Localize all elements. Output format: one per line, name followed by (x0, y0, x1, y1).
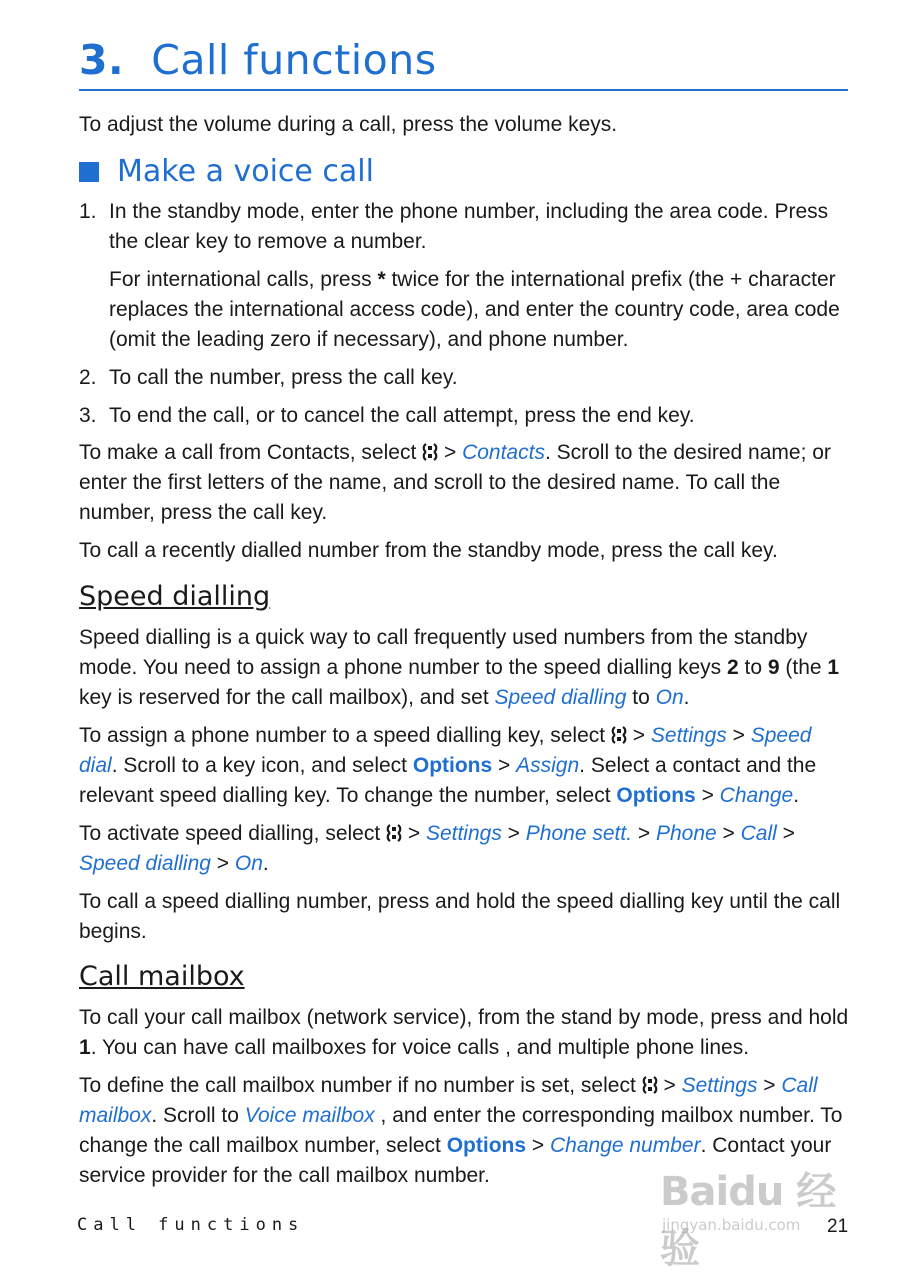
step-number: 1. (79, 200, 97, 223)
text-run: . Select a contact and the relevant speed dialling key. To change the number, select (79, 754, 817, 807)
link-settings[interactable]: Settings (650, 724, 727, 747)
chapter-number: 3. (79, 36, 125, 84)
step-text: To call the number, press the call key. (109, 366, 458, 389)
text-run: . (683, 686, 690, 709)
link-change-number[interactable]: Change number (549, 1134, 701, 1157)
separator: > (626, 724, 651, 747)
page-number: 21 (827, 1216, 849, 1237)
call-mailbox-title: Call mailbox (79, 961, 245, 992)
text-run: . You can have call mailboxes for voice calls , and multiple phone lines. (90, 1036, 750, 1059)
text-run: , and enter the corresponding mailbox number. To change the call mailbox number, select (79, 1104, 843, 1157)
chapter-title-text: Call functions (151, 36, 437, 84)
steps-list (79, 197, 849, 431)
options-label: Options (616, 784, 696, 807)
step-number: 3. (79, 404, 97, 427)
link-contacts[interactable]: Contacts (462, 441, 545, 464)
link-speed-dial[interactable]: Speed dial (79, 724, 812, 777)
separator: > (657, 1074, 682, 1097)
text-run: key is reserved for the call mailbox), and set (79, 686, 495, 709)
link-settings[interactable]: Settings (681, 1074, 758, 1097)
link-change[interactable]: Change (719, 784, 794, 807)
menu-key-icon (611, 725, 627, 745)
separator: > (210, 852, 235, 875)
key-2: 2 (726, 656, 739, 679)
link-voice-mailbox[interactable]: Voice mailbox (244, 1104, 381, 1127)
text-run: To call your call mailbox (network service), from the stand by mode, press and hold (79, 1006, 849, 1029)
section-title-text: Make a voice call (117, 154, 374, 189)
separator: > (526, 1134, 550, 1157)
menu-key-icon (422, 442, 438, 462)
link-call-mailbox[interactable]: Call mailbox (79, 1074, 818, 1127)
link-assign[interactable]: Assign (516, 754, 580, 777)
separator: > (776, 822, 795, 845)
text-run: to (738, 656, 768, 679)
mailbox-paragraph-1 (79, 1003, 849, 1063)
list-item (79, 401, 849, 431)
separator: > (492, 754, 517, 777)
section-title (79, 154, 374, 189)
menu-key-icon (386, 823, 402, 843)
text-run: . (262, 852, 269, 875)
link-on[interactable]: On (655, 686, 684, 709)
watermark-sub: jingyan.baidu.com (662, 1216, 801, 1234)
watermark-logo (660, 1150, 870, 1272)
separator: > (716, 822, 741, 845)
options-label: Options (412, 754, 493, 777)
chapter-title (79, 36, 437, 84)
menu-key-icon (642, 1075, 658, 1095)
link-phone[interactable]: Phone (655, 822, 717, 845)
speed-paragraph-1 (79, 623, 849, 713)
list-item (79, 197, 849, 355)
text-run: to (626, 686, 656, 709)
key-1: 1 (827, 656, 840, 679)
step-note (109, 265, 849, 355)
contacts-paragraph (79, 438, 849, 528)
recent-paragraph: To call a recently dialled number from the standby mode, press the call key. (79, 539, 778, 562)
link-speed-dialling[interactable]: Speed dialling (494, 686, 627, 709)
text-run: To make a call from Contacts, select (79, 441, 423, 464)
note-text: For international calls, press (109, 268, 378, 291)
list-item (79, 363, 849, 393)
title-rule (79, 89, 848, 91)
text-run: . Contact your service provider for the call mailbox number. (79, 1134, 832, 1187)
text-run: (the (779, 656, 828, 679)
text-run: . Scroll to a key icon, and select (111, 754, 413, 777)
separator: > (695, 784, 720, 807)
speed-paragraph-2 (79, 721, 849, 811)
note-text-cont: twice for the international prefix (the + character replaces the international access code), and enter the country code, area code (omit the leading zero if necessary), and phone number. (109, 268, 840, 351)
link-on[interactable]: On (234, 852, 263, 875)
separator: > (402, 822, 426, 845)
speed-paragraph-4: To call a speed dialling number, press and hold the speed dialling key until the call begins. (79, 890, 841, 943)
text-run: Speed dialling is a quick way to call frequently used numbers from the standby mode. You need to assign a phone number to the speed dialling keys (79, 626, 808, 679)
separator: > (726, 724, 751, 747)
text-run: > (438, 441, 463, 464)
star-key: * (377, 268, 386, 291)
intro-paragraph: To adjust the volume during a call, press the volume keys. (79, 113, 618, 136)
separator: > (757, 1074, 782, 1097)
link-phone-sett[interactable]: Phone sett. (525, 822, 633, 845)
speed-dialling-title: Speed dialling (79, 581, 271, 612)
text-run: To activate speed dialling, select (79, 822, 387, 845)
step-number: 2. (79, 366, 97, 389)
key-1: 1 (79, 1036, 91, 1059)
text-run: To assign a phone number to a speed dialling key, select (79, 724, 611, 747)
text-run: . Scroll to the desired name; or enter the first letters of the name, and scroll to the desired name. To call the number, press the call key. (79, 441, 831, 524)
text-run: . Scroll to (151, 1104, 245, 1127)
step-text: In the standby mode, enter the phone number, including the area code. Press the clear key to remove a number. (109, 200, 829, 253)
separator: > (501, 822, 526, 845)
link-settings[interactable]: Settings (425, 822, 502, 845)
key-9: 9 (767, 656, 780, 679)
text-run: . (793, 784, 800, 807)
separator: > (632, 822, 656, 845)
options-label: Options (446, 1134, 527, 1157)
link-speed-dialling[interactable]: Speed dialling (79, 852, 211, 875)
step-text: To end the call, or to cancel the call attempt, press the end key. (109, 404, 695, 427)
link-call[interactable]: Call (740, 822, 777, 845)
watermark-main: Baidu 经验 (660, 1169, 836, 1272)
speed-paragraph-3 (79, 819, 849, 879)
footer-section-label: Call functions (77, 1215, 305, 1235)
section-square-icon (79, 162, 99, 182)
text-run: To define the call mailbox number if no number is set, select (79, 1074, 642, 1097)
